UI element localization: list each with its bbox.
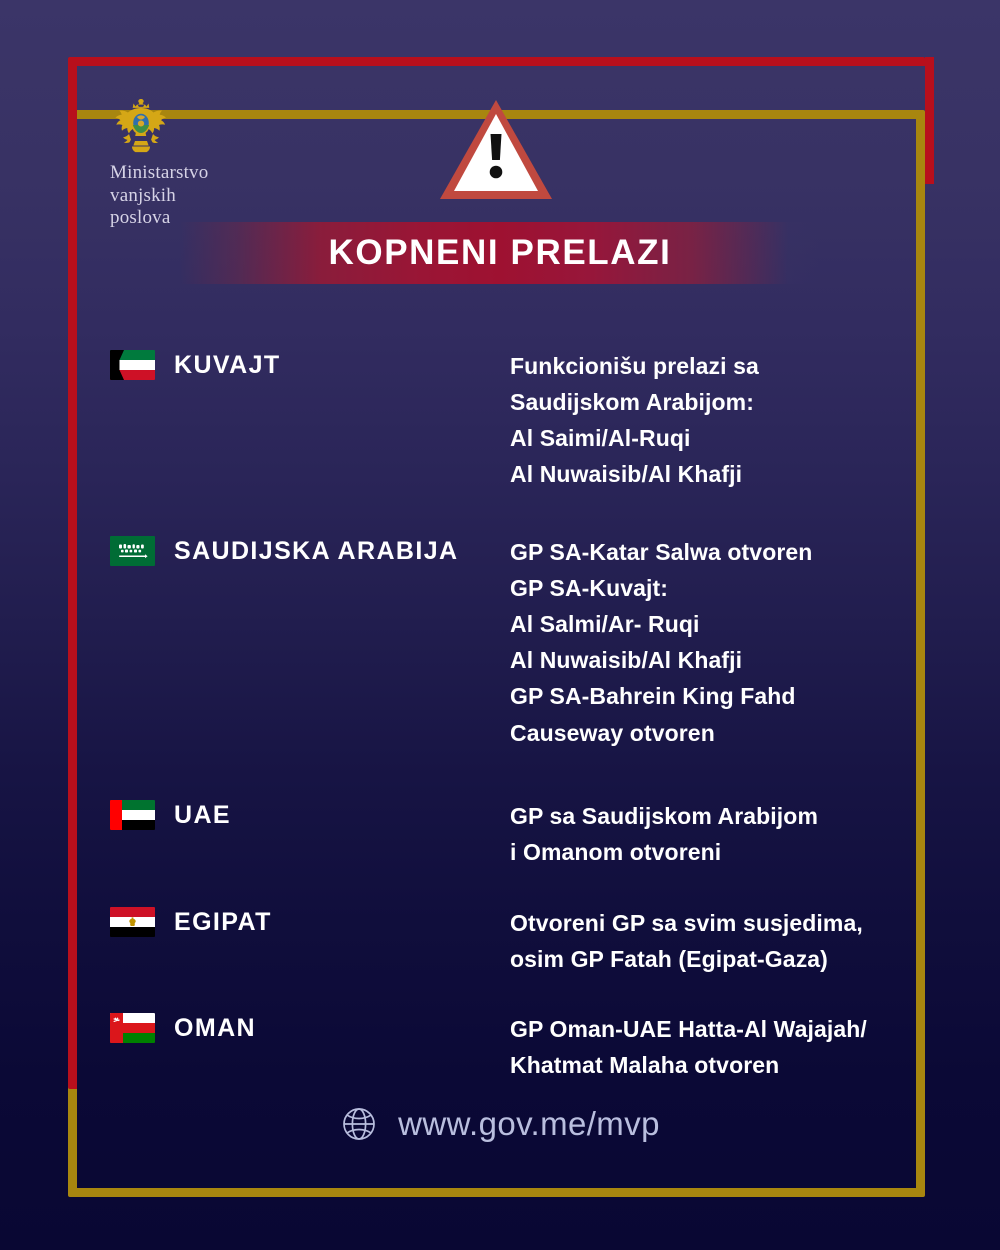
ministry-name: [110, 162, 310, 230]
row-description: [510, 348, 920, 492]
table-row: [110, 798, 920, 870]
description-line: GP Oman-UAE Hatta-Al Wajajah/: [510, 1016, 867, 1042]
description-line: Al Nuwaisib/Al Khafji: [510, 461, 743, 488]
globe-icon: [340, 1105, 378, 1143]
country-name: KUVAJT: [174, 350, 281, 379]
description-line: osim GP Fatah (Egipat-Gaza): [510, 946, 828, 973]
row-description: [510, 905, 920, 977]
row-description: [510, 1011, 920, 1083]
description-line: GP sa Saudijskom Arabijom: [510, 803, 818, 829]
oman-flag: [110, 1013, 155, 1043]
website-url[interactable]: www.gov.me/mvp: [398, 1105, 660, 1142]
uae-flag: [110, 800, 155, 830]
description-line: Otvoreni GP sa svim susjedima,: [510, 910, 863, 936]
row-country: [110, 905, 510, 937]
country-name: OMAN: [174, 1013, 256, 1042]
footer: [0, 1105, 1000, 1143]
masthead: [110, 96, 310, 230]
table-row: [110, 348, 920, 492]
title-band: [180, 222, 820, 284]
description-line: GP SA-Katar Salwa otvoren: [510, 539, 813, 565]
ministry-name-line-1: Ministarstvo: [110, 162, 209, 183]
table-row: [110, 1011, 920, 1083]
description-line: GP SA-Kuvajt:: [510, 575, 669, 602]
table-row: [110, 905, 920, 977]
country-name: EGIPAT: [174, 907, 272, 936]
description-line: Causeway otvoren: [510, 719, 715, 746]
row-description: [510, 534, 920, 751]
description-line: Al Saimi/Al-Ruqi: [510, 425, 691, 452]
description-line: i Omanom otvoreni: [510, 839, 722, 866]
description-line: Al Nuwaisib/Al Khafji: [510, 647, 743, 674]
country-name: UAE: [174, 800, 231, 829]
montenegro-coat-of-arms: [110, 96, 172, 154]
table-row: [110, 534, 920, 751]
row-country: [110, 534, 510, 566]
ministry-name-line-3: poslova: [110, 207, 171, 229]
row-description: [510, 798, 920, 870]
row-country: [110, 348, 510, 380]
warning-triangle-icon: [438, 98, 554, 202]
description-line: Khatmat Malaha otvoren: [510, 1052, 780, 1079]
description-line: Funkcionišu prelazi sa: [510, 353, 759, 379]
description-line: GP SA-Bahrein King Fahd: [510, 683, 796, 710]
country-name: SAUDIJSKA ARABIJA: [174, 536, 459, 565]
egypt-flag: [110, 907, 155, 937]
description-line: Saudijskom Arabijom:: [510, 389, 754, 416]
row-country: [110, 1011, 510, 1043]
description-line: Al Salmi/Ar- Ruqi: [510, 611, 700, 638]
page-title: KOPNENI PRELAZI: [328, 233, 672, 272]
ministry-name-line-2: vanjskih: [110, 184, 176, 206]
saudi-arabia-flag: [110, 536, 155, 566]
kuwait-flag: [110, 350, 155, 380]
row-country: [110, 798, 510, 830]
